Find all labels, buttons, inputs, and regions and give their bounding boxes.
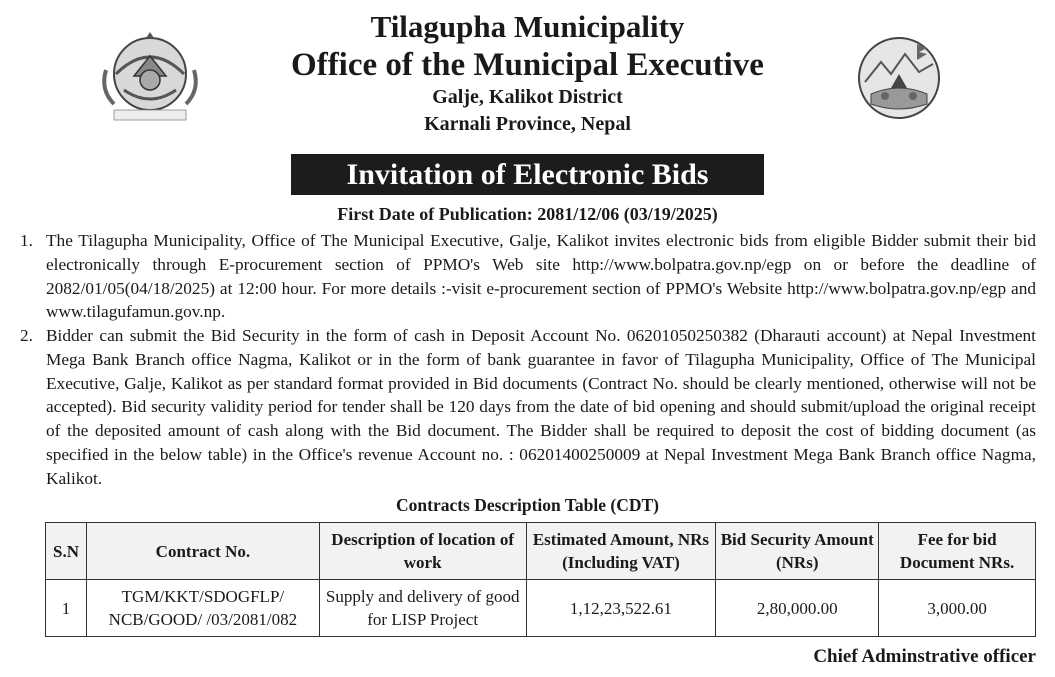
col-header-description: Description of location of work bbox=[319, 523, 526, 580]
col-header-fee: Fee for bid Document NRs. bbox=[879, 523, 1036, 580]
cell-fee: 3,000.00 bbox=[879, 580, 1036, 637]
paragraph-number: 2. bbox=[20, 326, 33, 345]
cell-description: Supply and delivery of good for LISP Project bbox=[319, 580, 526, 637]
municipality-name: Tilagupha Municipality bbox=[370, 9, 685, 44]
cell-sn: 1 bbox=[46, 580, 87, 637]
address-line-1: Galje, Kalikot District bbox=[432, 86, 623, 108]
table-header-row bbox=[46, 523, 1036, 580]
paragraph-number: 1. bbox=[20, 231, 33, 250]
cell-estimated-amount: 1,12,23,522.61 bbox=[526, 580, 716, 637]
address-line-2: Karnali Province, Nepal bbox=[424, 113, 631, 135]
col-header-contract-no: Contract No. bbox=[86, 523, 319, 580]
col-header-bid-security: Bid Security Amount (NRs) bbox=[716, 523, 879, 580]
cdt-title: Contracts Description Table (CDT) bbox=[396, 495, 659, 515]
table-row bbox=[46, 580, 1036, 637]
cell-bid-security: 2,80,000.00 bbox=[716, 580, 879, 637]
paragraph-bid-invitation: The Tilagupha Municipality, Office of The Municipal Executive, Galje, Kalikot invites electronic bids from eligible Bidder submit their bid electronically through E-procurement section of PPMO's Web site http://www.bolpatra.gov.np/egp on or before the deadline of 2082/01/05(04/18/2025) at 12:00 hour. For more details :-visit e-procurement section of PPMO's Website http://www.bolpatra.gov.np/egp and www.tilagufamun.gov.np. bbox=[46, 231, 1036, 322]
publication-date: First Date of Publication: 2081/12/06 (03/19/2025) bbox=[337, 204, 718, 224]
contracts-table bbox=[45, 522, 1036, 637]
cell-contract-no: TGM/KKT/SDOGFLP/ NCB/GOOD/ /03/2081/082 bbox=[86, 580, 319, 637]
notice-banner: Invitation of Electronic Bids bbox=[291, 154, 764, 195]
office-name: Office of the Municipal Executive bbox=[291, 47, 764, 83]
paragraph-bid-security: Bidder can submit the Bid Security in the form of cash in Deposit Account No. 06201050250382 (Dharauti account) at Nepal Investment Mega Bank Branch office Nagma, Kalikot or in the form of bank guarantee in favor of Tilagupha Municipality, Office of The Municipal Executive, Galje, Kalikot as per standard format provided in Bid documents (Contract No. should be clearly mentioned, otherwise will not be accepted). Bid security validity period for tender shall be 120 days from the date of bid opening and should submit/upload the original receipt of the deposited amount of cash along with the Bid document. The Bidder shall be required to deposit the cost of bidding document (as specified in the below table) in the Office's revenue Account no. : 06201400250009 at Nepal Investment Mega Bank Branch office Nagma, Kalikot. bbox=[46, 326, 1036, 488]
letterhead bbox=[0, 8, 1055, 138]
col-header-sn: S.N bbox=[46, 523, 87, 580]
signatory-title: Chief Adminstrative officer bbox=[813, 646, 1036, 667]
col-header-estimated-amount: Estimated Amount, NRs (Including VAT) bbox=[526, 523, 716, 580]
